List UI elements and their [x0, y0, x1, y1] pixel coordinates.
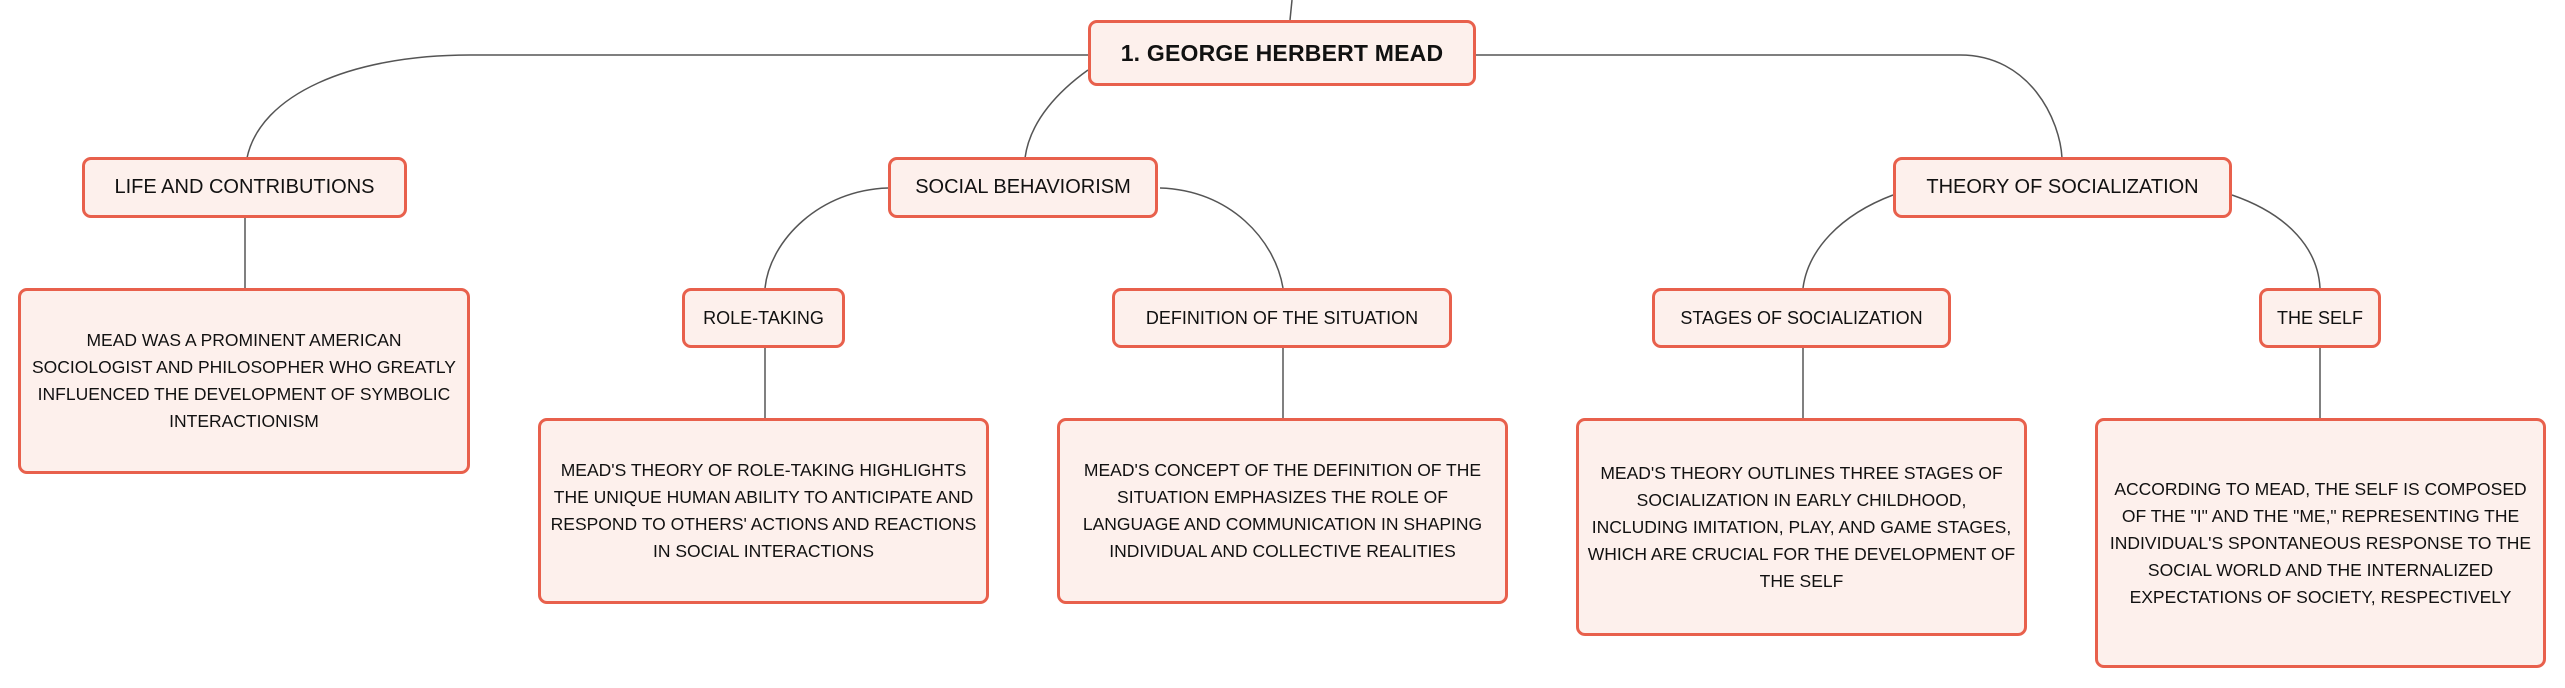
- connector-root-parent: [1290, 0, 1292, 20]
- branch-social-behaviorism[interactable]: SOCIAL BEHAVIORISM: [888, 157, 1158, 218]
- connector-theory-stages: [1803, 195, 1893, 288]
- connector-root-life: [247, 55, 1088, 158]
- detail-the-self[interactable]: ACCORDING TO MEAD, THE SELF IS COMPOSED OF THE "I" AND THE "ME," REPRESENTING THE INDIVIDUAL'S SPONTANEOUS RESPONSE TO THE SOCIAL WORLD AND THE INTERNALIZED EXPECTATIONS OF SOCIETY, RESPECTIVELY: [2095, 418, 2546, 668]
- subtopic-stages-of-socialization[interactable]: STAGES OF SOCIALIZATION: [1652, 288, 1951, 348]
- connector-social-definition: [1160, 188, 1283, 288]
- subtopic-definition-of-the-situation[interactable]: DEFINITION OF THE SITUATION: [1112, 288, 1452, 348]
- connector-social-roletaking: [765, 188, 888, 288]
- subtopic-the-self[interactable]: THE SELF: [2259, 288, 2381, 348]
- detail-role-taking[interactable]: MEAD'S THEORY OF ROLE-TAKING HIGHLIGHTS THE UNIQUE HUMAN ABILITY TO ANTICIPATE AND RESPOND TO OTHERS' ACTIONS AND REACTIONS IN SOCIAL INTERACTIONS: [538, 418, 989, 604]
- detail-life-and-contributions[interactable]: MEAD WAS A PROMINENT AMERICAN SOCIOLOGIST AND PHILOSOPHER WHO GREATLY INFLUENCED THE DEVELOPMENT OF SYMBOLIC INTERACTIONISM: [18, 288, 470, 474]
- branch-theory-of-socialization[interactable]: THEORY OF SOCIALIZATION: [1893, 157, 2232, 218]
- branch-life-and-contributions[interactable]: LIFE AND CONTRIBUTIONS: [82, 157, 407, 218]
- root-node[interactable]: 1. GEORGE HERBERT MEAD: [1088, 20, 1476, 86]
- connector-root-theory: [1476, 55, 2062, 158]
- detail-definition-of-the-situation[interactable]: MEAD'S CONCEPT OF THE DEFINITION OF THE SITUATION EMPHASIZES THE ROLE OF LANGUAGE AND COMMUNICATION IN SHAPING INDIVIDUAL AND COLLECTIVE REALITIES: [1057, 418, 1508, 604]
- connector-theory-self: [2232, 195, 2320, 288]
- subtopic-role-taking[interactable]: ROLE-TAKING: [682, 288, 845, 348]
- detail-stages-of-socialization[interactable]: MEAD'S THEORY OUTLINES THREE STAGES OF SOCIALIZATION IN EARLY CHILDHOOD, INCLUDING IMITATION, PLAY, AND GAME STAGES, WHICH ARE CRUCIAL FOR THE DEVELOPMENT OF THE SELF: [1576, 418, 2027, 636]
- connector-root-social: [1025, 70, 1088, 158]
